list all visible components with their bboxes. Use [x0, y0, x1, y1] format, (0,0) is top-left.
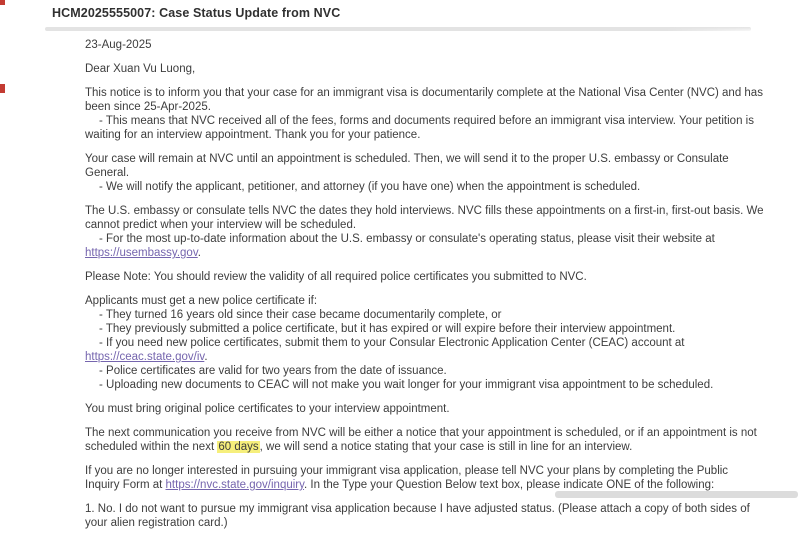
- paragraph-text: . In the Type your Question Below text box, please indicate ONE of the following:: [304, 479, 715, 491]
- bullet-line: - They turned 16 years old since their case became documentarily complete, or: [99, 309, 502, 321]
- bullet-line: - Police certificates are valid for two years from the date of issuance.: [99, 365, 447, 377]
- bullet-line: - We will notify the applicant, petitioner, and attorney (if you have one) when the appointment is scheduled.: [99, 181, 641, 193]
- paragraph-next-communication: [85, 426, 765, 454]
- paragraph-text: Your case will remain at NVC until an appointment is scheduled. Then, we will send it to the proper U.S. embassy or Consulate General.: [85, 153, 729, 179]
- paragraph-please-note: Please Note: You should review the validity of all required police certificates you submitted to NVC.: [85, 271, 587, 283]
- public-inquiry-link[interactable]: https://nvc.state.gov/inquiry: [165, 479, 305, 491]
- bullet-text: .: [197, 247, 201, 259]
- paragraph-text: This notice is to inform you that your case for an immigrant visa is documentarily complete at the National Visa Center (NVC) and has been since 25-Apr-2025.: [85, 87, 763, 113]
- letter-body: [85, 38, 765, 540]
- police-intro: Applicants must get a new police certificate if:: [85, 295, 318, 307]
- paragraph-documentarily-complete: [85, 86, 765, 142]
- bullet-line-with-link: [85, 232, 765, 260]
- bullet-line: - They previously submitted a police certificate, but it has expired or will expire before their interview appointment.: [99, 323, 676, 335]
- bullet-line: - This means that NVC received all of the fees, forms and documents required before an immigrant visa interview. Your petition is waiting for an interview appointment. Thank you for your patience.: [85, 115, 754, 141]
- paragraph-no-longer-interested: [85, 464, 765, 492]
- bullet-line-with-link: [85, 336, 765, 364]
- salutation: Dear Xuan Vu Luong,: [85, 63, 196, 75]
- horizontal-scrollbar[interactable]: [555, 491, 798, 498]
- red-marker-icon: [0, 0, 5, 5]
- bullet-line: - Uploading new documents to CEAC will not make you wait longer for your immigrant visa appointment to be scheduled.: [99, 379, 714, 391]
- sixty-days-highlight: 60 days: [218, 441, 259, 453]
- usembassy-link[interactable]: https://usembassy.gov: [85, 247, 198, 259]
- red-marker-icon: [0, 84, 5, 93]
- bullet-text: .: [204, 351, 208, 363]
- paragraph-text: If you are no longer interested in pursuing your immigrant visa application, please tell NVC your plans by completing the Public Inquiry Form at: [85, 465, 729, 491]
- paragraph-bring-originals: You must bring original police certificates to your interview appointment.: [85, 403, 450, 415]
- paragraph-case-remains-at-nvc: [85, 152, 765, 194]
- paragraph-option-1: 1. No. I do not want to pursue my immigrant visa application because I have adjusted status. (Please attach a copy of both sides of your alien registration card.): [85, 503, 750, 529]
- bullet-text: - For the most up-to-date information about the U.S. embassy or consulate's operating status, please visit their website at: [99, 233, 715, 245]
- paragraph-police-certificates: [85, 294, 765, 392]
- paragraph-text: The U.S. embassy or consulate tells NVC the dates they hold interviews. NVC fills these appointments on a first-in, first-out basis. We cannot predict when your interview will be scheduled.: [85, 205, 764, 231]
- ceac-link[interactable]: https://ceac.state.gov/iv: [85, 351, 205, 363]
- paragraph-text: The next communication you receive from NVC will be either a notice that your appointment is scheduled, or if an appointment is not scheduled within the next: [85, 427, 757, 453]
- email-subject-title: HCM2025555007: Case Status Update from NVC: [52, 6, 341, 20]
- letter-date: 23-Aug-2025: [85, 39, 152, 51]
- paragraph-embassy-schedule: [85, 204, 765, 260]
- paragraph-text: , we will send a notice stating that your case is still in line for an interview.: [259, 441, 633, 453]
- bullet-text: - If you need new police certificates, submit them to your Consular Electronic Application Center (CEAC) account at: [99, 337, 685, 349]
- header-divider: [45, 27, 751, 31]
